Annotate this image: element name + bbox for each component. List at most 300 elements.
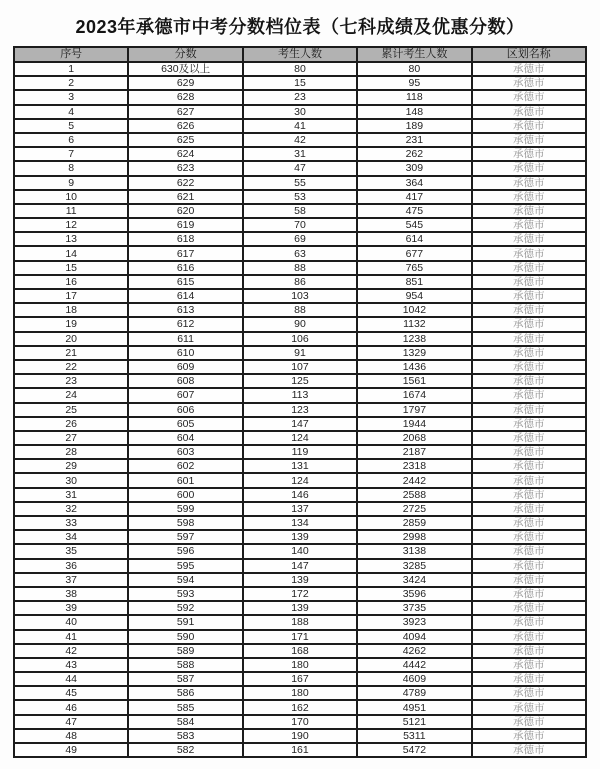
table-cell: 5311 xyxy=(357,729,471,743)
table-cell: 180 xyxy=(243,658,357,672)
table-cell: 80 xyxy=(357,62,471,76)
table-cell: 2725 xyxy=(357,502,471,516)
table-cell: 承德市 xyxy=(472,261,586,275)
table-row xyxy=(14,473,586,487)
table-cell: 91 xyxy=(243,346,357,360)
table-cell: 107 xyxy=(243,360,357,374)
table-cell: 119 xyxy=(243,445,357,459)
table-cell: 承德市 xyxy=(472,176,586,190)
table-cell: 3 xyxy=(14,90,128,104)
table-cell: 69 xyxy=(243,232,357,246)
table-cell: 43 xyxy=(14,658,128,672)
table-cell: 118 xyxy=(357,90,471,104)
table-cell: 629 xyxy=(128,76,242,90)
table-row xyxy=(14,502,586,516)
header-row xyxy=(14,47,586,62)
table-cell: 125 xyxy=(243,374,357,388)
table-cell: 承德市 xyxy=(472,502,586,516)
table-cell: 607 xyxy=(128,388,242,402)
table-cell: 11 xyxy=(14,204,128,218)
table-row xyxy=(14,303,586,317)
table-cell: 25 xyxy=(14,403,128,417)
table-cell: 35 xyxy=(14,544,128,558)
table-cell: 承德市 xyxy=(472,615,586,629)
table-cell: 承德市 xyxy=(472,303,586,317)
table-cell: 625 xyxy=(128,133,242,147)
table-cell: 605 xyxy=(128,417,242,431)
table-cell: 8 xyxy=(14,161,128,175)
table-cell: 41 xyxy=(14,630,128,644)
table-cell: 承德市 xyxy=(472,76,586,90)
table-cell: 616 xyxy=(128,261,242,275)
table-row xyxy=(14,431,586,445)
table-cell: 7 xyxy=(14,147,128,161)
table-row xyxy=(14,232,586,246)
table-cell: 4951 xyxy=(357,700,471,714)
table-cell: 614 xyxy=(128,289,242,303)
table-cell: 30 xyxy=(243,105,357,119)
table-cell: 39 xyxy=(14,601,128,615)
table-cell: 611 xyxy=(128,332,242,346)
table-cell: 承德市 xyxy=(472,289,586,303)
table-cell: 603 xyxy=(128,445,242,459)
table-cell: 承德市 xyxy=(472,544,586,558)
table-cell: 3735 xyxy=(357,601,471,615)
table-row xyxy=(14,516,586,530)
table-cell: 承德市 xyxy=(472,743,586,757)
table-cell: 承德市 xyxy=(472,644,586,658)
table-cell: 承德市 xyxy=(472,218,586,232)
table-cell: 承德市 xyxy=(472,332,586,346)
table-cell: 147 xyxy=(243,417,357,431)
table-row xyxy=(14,715,586,729)
table-cell: 2068 xyxy=(357,431,471,445)
table-cell: 承德市 xyxy=(472,204,586,218)
table-cell: 584 xyxy=(128,715,242,729)
table-cell: 3138 xyxy=(357,544,471,558)
table-cell: 621 xyxy=(128,190,242,204)
table-cell: 593 xyxy=(128,587,242,601)
table-row xyxy=(14,62,586,76)
table-cell: 4 xyxy=(14,105,128,119)
table-cell: 137 xyxy=(243,502,357,516)
table-row xyxy=(14,76,586,90)
table-cell: 602 xyxy=(128,459,242,473)
table-cell: 618 xyxy=(128,232,242,246)
table-cell: 承德市 xyxy=(472,700,586,714)
table-cell: 2318 xyxy=(357,459,471,473)
table-cell: 承德市 xyxy=(472,374,586,388)
table-row xyxy=(14,658,586,672)
table-cell: 140 xyxy=(243,544,357,558)
table-cell: 40 xyxy=(14,615,128,629)
table-cell: 承德市 xyxy=(472,715,586,729)
table-row xyxy=(14,615,586,629)
table-cell: 承德市 xyxy=(472,133,586,147)
table-cell: 585 xyxy=(128,700,242,714)
table-cell: 608 xyxy=(128,374,242,388)
table-cell: 600 xyxy=(128,488,242,502)
table-cell: 5 xyxy=(14,119,128,133)
table-header xyxy=(14,47,586,62)
table-cell: 1436 xyxy=(357,360,471,374)
table-cell: 90 xyxy=(243,317,357,331)
table-row xyxy=(14,601,586,615)
table-row xyxy=(14,147,586,161)
table-cell: 2187 xyxy=(357,445,471,459)
table-cell: 596 xyxy=(128,544,242,558)
table-cell: 1944 xyxy=(357,417,471,431)
table-cell: 承德市 xyxy=(472,587,586,601)
table-cell: 29 xyxy=(14,459,128,473)
table-cell: 2588 xyxy=(357,488,471,502)
table-cell: 承德市 xyxy=(472,62,586,76)
table-row xyxy=(14,190,586,204)
column-header: 序号 xyxy=(14,47,128,62)
table-cell: 承德市 xyxy=(472,346,586,360)
column-header: 分数 xyxy=(128,47,242,62)
table-cell: 承德市 xyxy=(472,516,586,530)
table-cell: 63 xyxy=(243,246,357,260)
table-cell: 49 xyxy=(14,743,128,757)
table-cell: 592 xyxy=(128,601,242,615)
table-cell: 417 xyxy=(357,190,471,204)
table-cell: 1 xyxy=(14,62,128,76)
table-cell: 53 xyxy=(243,190,357,204)
table-cell: 623 xyxy=(128,161,242,175)
table-cell: 612 xyxy=(128,317,242,331)
table-row xyxy=(14,176,586,190)
table-cell: 610 xyxy=(128,346,242,360)
table-cell: 598 xyxy=(128,516,242,530)
table-cell: 95 xyxy=(357,76,471,90)
table-cell: 41 xyxy=(243,119,357,133)
table-cell: 677 xyxy=(357,246,471,260)
table-cell: 167 xyxy=(243,672,357,686)
table-cell: 承德市 xyxy=(472,488,586,502)
table-cell: 33 xyxy=(14,516,128,530)
table-cell: 86 xyxy=(243,275,357,289)
table-cell: 4789 xyxy=(357,686,471,700)
table-cell: 承德市 xyxy=(472,672,586,686)
table-cell: 9 xyxy=(14,176,128,190)
table-cell: 615 xyxy=(128,275,242,289)
table-cell: 619 xyxy=(128,218,242,232)
table-cell: 597 xyxy=(128,530,242,544)
table-cell: 32 xyxy=(14,502,128,516)
table-cell: 30 xyxy=(14,473,128,487)
table-cell: 26 xyxy=(14,417,128,431)
table-cell: 21 xyxy=(14,346,128,360)
table-cell: 188 xyxy=(243,615,357,629)
table-cell: 承德市 xyxy=(472,729,586,743)
table-cell: 承德市 xyxy=(472,90,586,104)
table-cell: 609 xyxy=(128,360,242,374)
table-cell: 103 xyxy=(243,289,357,303)
table-cell: 承德市 xyxy=(472,275,586,289)
table-cell: 承德市 xyxy=(472,161,586,175)
table-cell: 309 xyxy=(357,161,471,175)
table-cell: 34 xyxy=(14,530,128,544)
table-cell: 4094 xyxy=(357,630,471,644)
table-cell: 599 xyxy=(128,502,242,516)
table-cell: 262 xyxy=(357,147,471,161)
table-cell: 38 xyxy=(14,587,128,601)
table-cell: 113 xyxy=(243,388,357,402)
table-cell: 3596 xyxy=(357,587,471,601)
table-cell: 承德市 xyxy=(472,147,586,161)
table-cell: 80 xyxy=(243,62,357,76)
table-cell: 31 xyxy=(14,488,128,502)
table-row xyxy=(14,403,586,417)
table-cell: 23 xyxy=(243,90,357,104)
table-cell: 1329 xyxy=(357,346,471,360)
table-cell: 19 xyxy=(14,317,128,331)
table-cell: 2998 xyxy=(357,530,471,544)
table-cell: 55 xyxy=(243,176,357,190)
table-cell: 630及以上 xyxy=(128,62,242,76)
table-cell: 1561 xyxy=(357,374,471,388)
table-cell: 588 xyxy=(128,658,242,672)
table-cell: 12 xyxy=(14,218,128,232)
table-cell: 承德市 xyxy=(472,417,586,431)
table-cell: 180 xyxy=(243,686,357,700)
table-cell: 589 xyxy=(128,644,242,658)
table-cell: 13 xyxy=(14,232,128,246)
table-cell: 承德市 xyxy=(472,403,586,417)
table-cell: 承德市 xyxy=(472,445,586,459)
table-cell: 131 xyxy=(243,459,357,473)
table-cell: 231 xyxy=(357,133,471,147)
table-cell: 161 xyxy=(243,743,357,757)
table-cell: 168 xyxy=(243,644,357,658)
table-cell: 承德市 xyxy=(472,459,586,473)
table-row xyxy=(14,374,586,388)
table-cell: 170 xyxy=(243,715,357,729)
table-cell: 148 xyxy=(357,105,471,119)
table-cell: 475 xyxy=(357,204,471,218)
table-cell: 139 xyxy=(243,530,357,544)
table-cell: 承德市 xyxy=(472,530,586,544)
table-cell: 3424 xyxy=(357,573,471,587)
table-row xyxy=(14,105,586,119)
table-cell: 364 xyxy=(357,176,471,190)
table-cell: 591 xyxy=(128,615,242,629)
table-cell: 4442 xyxy=(357,658,471,672)
table-row xyxy=(14,90,586,104)
table-cell: 88 xyxy=(243,303,357,317)
table-cell: 42 xyxy=(14,644,128,658)
table-cell: 954 xyxy=(357,289,471,303)
table-row xyxy=(14,246,586,260)
table-cell: 22 xyxy=(14,360,128,374)
table-cell: 承德市 xyxy=(472,473,586,487)
table-cell: 604 xyxy=(128,431,242,445)
table-cell: 601 xyxy=(128,473,242,487)
table-cell: 18 xyxy=(14,303,128,317)
table-row xyxy=(14,644,586,658)
table-row xyxy=(14,289,586,303)
table-row xyxy=(14,317,586,331)
table-cell: 48 xyxy=(14,729,128,743)
table-cell: 606 xyxy=(128,403,242,417)
table-cell: 617 xyxy=(128,246,242,260)
table-cell: 172 xyxy=(243,587,357,601)
score-table xyxy=(13,46,587,758)
table-cell: 4609 xyxy=(357,672,471,686)
table-cell: 承德市 xyxy=(472,388,586,402)
table-cell: 承德市 xyxy=(472,232,586,246)
table-cell: 承德市 xyxy=(472,119,586,133)
table-cell: 146 xyxy=(243,488,357,502)
table-cell: 承德市 xyxy=(472,658,586,672)
table-cell: 582 xyxy=(128,743,242,757)
table-cell: 139 xyxy=(243,573,357,587)
table-row xyxy=(14,587,586,601)
table-row xyxy=(14,261,586,275)
table-cell: 1797 xyxy=(357,403,471,417)
table-row xyxy=(14,161,586,175)
table-row xyxy=(14,332,586,346)
table-cell: 613 xyxy=(128,303,242,317)
table-cell: 614 xyxy=(357,232,471,246)
table-row xyxy=(14,700,586,714)
table-cell: 15 xyxy=(14,261,128,275)
table-body xyxy=(14,62,586,757)
table-row xyxy=(14,672,586,686)
table-cell: 承德市 xyxy=(472,360,586,374)
table-cell: 70 xyxy=(243,218,357,232)
table-cell: 2859 xyxy=(357,516,471,530)
table-cell: 2442 xyxy=(357,473,471,487)
table-cell: 587 xyxy=(128,672,242,686)
table-cell: 17 xyxy=(14,289,128,303)
table-cell: 14 xyxy=(14,246,128,260)
table-cell: 5472 xyxy=(357,743,471,757)
table-cell: 624 xyxy=(128,147,242,161)
table-cell: 31 xyxy=(243,147,357,161)
table-cell: 1132 xyxy=(357,317,471,331)
table-cell: 47 xyxy=(243,161,357,175)
table-cell: 42 xyxy=(243,133,357,147)
table-cell: 承德市 xyxy=(472,246,586,260)
table-cell: 6 xyxy=(14,133,128,147)
table-cell: 139 xyxy=(243,601,357,615)
column-header: 区划名称 xyxy=(472,47,586,62)
table-cell: 124 xyxy=(243,473,357,487)
table-row xyxy=(14,133,586,147)
table-row xyxy=(14,573,586,587)
table-row xyxy=(14,530,586,544)
table-cell: 3923 xyxy=(357,615,471,629)
table-row xyxy=(14,459,586,473)
table-cell: 44 xyxy=(14,672,128,686)
column-header: 考生人数 xyxy=(243,47,357,62)
table-cell: 承德市 xyxy=(472,573,586,587)
table-cell: 189 xyxy=(357,119,471,133)
table-cell: 承德市 xyxy=(472,317,586,331)
table-cell: 586 xyxy=(128,686,242,700)
table-cell: 590 xyxy=(128,630,242,644)
table-cell: 20 xyxy=(14,332,128,346)
table-row xyxy=(14,729,586,743)
table-row xyxy=(14,488,586,502)
table-cell: 134 xyxy=(243,516,357,530)
table-cell: 594 xyxy=(128,573,242,587)
table-row xyxy=(14,388,586,402)
table-cell: 123 xyxy=(243,403,357,417)
table-row xyxy=(14,743,586,757)
table-cell: 36 xyxy=(14,559,128,573)
table-cell: 622 xyxy=(128,176,242,190)
table-cell: 851 xyxy=(357,275,471,289)
table-cell: 545 xyxy=(357,218,471,232)
table-cell: 23 xyxy=(14,374,128,388)
table-cell: 620 xyxy=(128,204,242,218)
table-row xyxy=(14,204,586,218)
table-cell: 765 xyxy=(357,261,471,275)
table-cell: 4262 xyxy=(357,644,471,658)
table-cell: 190 xyxy=(243,729,357,743)
table-cell: 627 xyxy=(128,105,242,119)
table-row xyxy=(14,630,586,644)
table-cell: 1674 xyxy=(357,388,471,402)
table-cell: 24 xyxy=(14,388,128,402)
table-row xyxy=(14,445,586,459)
table-cell: 承德市 xyxy=(472,630,586,644)
table-cell: 5121 xyxy=(357,715,471,729)
table-cell: 1042 xyxy=(357,303,471,317)
table-cell: 595 xyxy=(128,559,242,573)
table-cell: 2 xyxy=(14,76,128,90)
table-cell: 1238 xyxy=(357,332,471,346)
table-cell: 10 xyxy=(14,190,128,204)
table-cell: 106 xyxy=(243,332,357,346)
table-cell: 承德市 xyxy=(472,190,586,204)
table-cell: 124 xyxy=(243,431,357,445)
table-cell: 37 xyxy=(14,573,128,587)
table-cell: 626 xyxy=(128,119,242,133)
table-row xyxy=(14,218,586,232)
column-header: 累计考生人数 xyxy=(357,47,471,62)
table-cell: 承德市 xyxy=(472,559,586,573)
table-row xyxy=(14,686,586,700)
table-row xyxy=(14,544,586,558)
page-title: 2023年承德市中考分数档位表（七科成绩及优惠分数） xyxy=(75,17,525,37)
table-cell: 628 xyxy=(128,90,242,104)
table-row xyxy=(14,275,586,289)
table-cell: 171 xyxy=(243,630,357,644)
table-cell: 162 xyxy=(243,700,357,714)
table-cell: 58 xyxy=(243,204,357,218)
table-cell: 45 xyxy=(14,686,128,700)
table-cell: 承德市 xyxy=(472,431,586,445)
table-cell: 3285 xyxy=(357,559,471,573)
table-cell: 46 xyxy=(14,700,128,714)
table-cell: 27 xyxy=(14,431,128,445)
table-row xyxy=(14,417,586,431)
table-row xyxy=(14,559,586,573)
table-cell: 28 xyxy=(14,445,128,459)
table-row xyxy=(14,119,586,133)
table-cell: 15 xyxy=(243,76,357,90)
table-cell: 承德市 xyxy=(472,601,586,615)
table-row xyxy=(14,360,586,374)
table-cell: 147 xyxy=(243,559,357,573)
table-cell: 承德市 xyxy=(472,105,586,119)
table-cell: 16 xyxy=(14,275,128,289)
table-cell: 583 xyxy=(128,729,242,743)
